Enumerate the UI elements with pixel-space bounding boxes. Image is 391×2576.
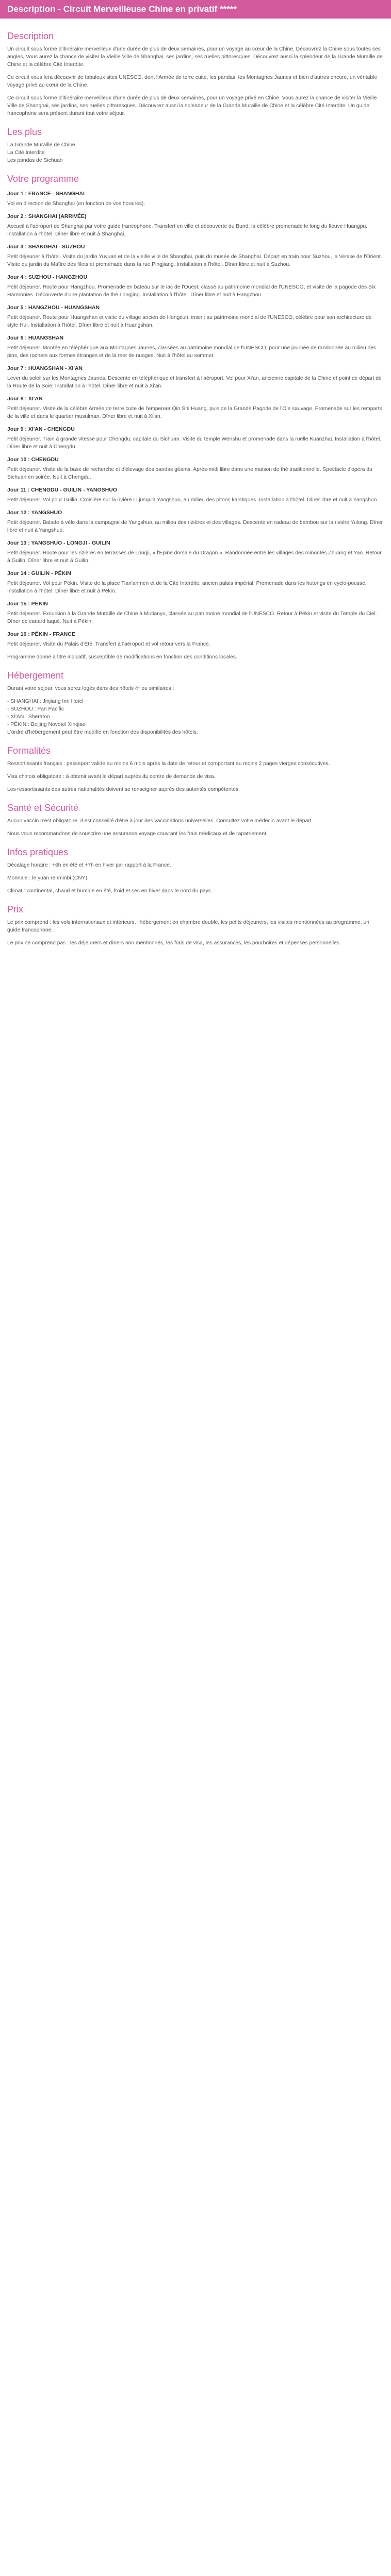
day-text: Petit déjeuner. Visite de la base de recherche et d'élevage des pandas géants. Après-midi libre dans une maison de thé traditionnelle. Spectacle d'opéra du Sichuan en soirée. Nuit à Chengdu. — [7, 467, 372, 480]
accommodation-intro: Durant votre séjour, vous serez logés dans des hôtels 4* ou similaires : — [7, 686, 174, 691]
day-title: Jour 2 : SHANGHAI (ARRIVÉE) — [7, 213, 87, 219]
day-text: Vol en direction de Shanghai (en fonction de vos horaires). — [7, 201, 145, 207]
day-title: Jour 13 : YANGSHUO - LONGJI - GUILIN — [7, 540, 110, 546]
day-title: Jour 5 : HANGZHOU - HUANGSHAN — [7, 304, 100, 311]
day-title: Jour 7 : HUANGSHAN - XI'AN — [7, 365, 83, 371]
day-title: Jour 6 : HUANGSHAN — [7, 335, 64, 341]
description-text-3: Ce circuit sous forme d'itinéraire merveilleux d'une durée de plus de deux semaines, pour un voyage privé en Chine. Vous aurez la chance de visiter la Vieille Ville de Shanghai, ses jardins, ses ruelles pittoresques. Découvrez aussi la splendeur de la Grande Muraille de Chine et la célèbre Cité Interdite. Un guide francophone sera présent durant tout votre séjour. — [7, 95, 377, 116]
day-title: Jour 8 : XI'AN — [7, 396, 43, 402]
hotel-item: - XI'AN : Sheraton — [7, 714, 50, 720]
description-text-2: Ce circuit vous fera découvrir de fabuleux sites UNESCO, dont l'Armée de terre cuite, les pandas, les Montagnes Jaunes et bien d'autres encore, un véritable voyage privé au cœur de la Chine. — [7, 75, 378, 88]
hotel-item: - SHANGHAI : Jinjiang Inn Hotel — [7, 699, 84, 704]
day-text: Petit déjeuner. Route pour Hangzhou. Promenade en bateau sur le lac de l'Ouest, classé au patrimoine mondial de l'UNESCO, et visite de la pagode des Six Harmonies. Découverte d'une plantation de thé Longjing. Installation à l'hôtel. Dîner libre et nuit à Hangzhou. — [7, 284, 376, 298]
day-text: Petit déjeuner. Balade à vélo dans la campagne de Yangshuo, au milieu des rizières et des villages. Descente en radeau de bambou sur la rivière Yulong. Dîner libre et nuit à Yangshuo. — [7, 520, 383, 533]
accommodation-heading: Hébergement — [7, 670, 64, 681]
info-text: Climat : continental, chaud et humide en été, froid et sec en hiver dans le nord du pays. — [7, 888, 213, 894]
highlight-item: Les pandas de Sichuan — [7, 158, 63, 163]
content — [0, 19, 391, 947]
accommodation-note: L'ordre d'hébergement peut être modifié en fonction des disponibilités des hôtels. — [7, 730, 198, 735]
info-text: Décalage horaire : +6h en été et +7h en hiver par rapport à la France. — [7, 862, 171, 868]
day-title: Jour 1 : FRANCE - SHANGHAI — [7, 191, 85, 197]
day-text: Petit déjeuner. Vol pour Pékin. Visite de la place Tian'anmen et de la Cité Interdite, ancien palais impérial. Promenade dans les hutongs en cyclo-pousse. Installation à l'hôtel. Dîner libre et nuit à Pékin. — [7, 581, 367, 594]
day-text: Petit déjeuner. Vol pour Guilin. Croisière sur la rivière Li jusqu'à Yangshuo, au milieu des pitons karstiques. Installation à l'hôtel. Dîner libre et nuit à Yangshuo. — [7, 497, 379, 503]
health-text: Nous vous recommandons de souscrire une assurance voyage couvrant les frais médicaux et de rapatriement. — [7, 831, 268, 837]
formalities-heading: Formalités — [7, 745, 51, 756]
day-text: Lever du soleil sur les Montagnes Jaunes. Descente en téléphérique et transfert à l'aéroport. Vol pour Xi'an, ancienne capitale de la Chine et point de départ de la Route de la Soie. Installation à l'hôtel. Dîner libre et nuit à Xi'an. — [7, 376, 382, 389]
highlight-item: La Grande Muraille de Chine — [7, 142, 75, 148]
highlights-heading: Les plus — [7, 127, 42, 137]
hotel-item: - SUZHOU : Pan Pacific — [7, 706, 64, 712]
day-text: Petit déjeuner. Montée en téléphérique aux Montagnes Jaunes, classées au patrimoine mondial de l'UNESCO, pour une journée de randonnée au milieu des pins, des rochers aux formes étranges et de la mer de nuages. Nuit à l'hôtel au sommet. — [7, 345, 377, 359]
program-note: Programme donné à titre indicatif, susceptible de modifications en fonction des conditions locales. — [7, 654, 237, 660]
day-text: Petit déjeuner. Excursion à la Grande Muraille de Chine à Mutianyu, classée au patrimoine mondial de l'UNESCO. Retour à Pékin et visite du Temple du Ciel. Dîner de canard laqué. Nuit à Pékin. — [7, 611, 377, 624]
info-heading: Infos pratiques — [7, 847, 69, 857]
day-title: Jour 14 : GUILIN - PÉKIN — [7, 570, 71, 577]
formalities-text: Visa chinois obligatoire : à obtenir avant le départ auprès du centre de demande de visa. — [7, 774, 216, 779]
day-text: Petit déjeuner à l'hôtel. Visite du jardin Yuyuan et de la vieille ville de Shanghai, puis du musée de Shanghai. Départ en train pour Suzhou, la Venise de l'Orient. Visite du jardin du Maître des filets et promenade dans la rue Pingjiang. Installation à l'hôtel. Dîner libre et nuit à Suzhou. — [7, 254, 382, 267]
day-title: Jour 12 : YANGSHUO — [7, 510, 62, 516]
price-text: Le prix ne comprend pas : les déjeuners et dîners non mentionnés, les frais de visa, les assurances, les pourboires et dépenses personnelles. — [7, 940, 341, 946]
program-heading: Votre programme — [7, 174, 79, 184]
description-heading: Description — [7, 31, 54, 41]
highlight-item: La Cité Interdite — [7, 150, 45, 156]
day-text: Petit déjeuner. Visite de la célèbre Armée de terre cuite de l'empereur Qin Shi Huang, puis de la Grande Pagode de l'Oie sauvage. Promenade sur les remparts de la ville et dans le quartier musulman. Dîner libre et nuit à Xi'an. — [7, 406, 382, 419]
description-text-1: Un circuit sous forme d'itinéraire merveilleux d'une durée de plus de deux semaines, pour un voyage au cœur de la Chine. Découvrez la Chine sous toutes ses angles, Vous aurez la chance de visiter la Vieille Ville de Shanghai, ses jardins, ses ruelles pittoresques. Découvrez aussi la splendeur de la Grande Muraille de Chine et la célèbre Cité Interdite. — [7, 46, 383, 67]
info-text: Monnaie : le yuan renminbi (CNY). — [7, 875, 89, 881]
day-title: Jour 15 : PÉKIN — [7, 601, 48, 607]
price-text: Le prix comprend : les vols internationaux et intérieurs, l'hébergement en chambre double, les petits déjeuners, les visites mentionnées au programme, un guide francophone. — [7, 920, 369, 933]
day-text: Petit déjeuner. Visite du Palais d'Été. Transfert à l'aéroport et vol retour vers la France. — [7, 641, 210, 647]
day-title: Jour 11 : CHENGDU - GUILIN - YANGSHUO — [7, 487, 117, 493]
health-text: Aucun vaccin n'est obligatoire. Il est conseillé d'être à jour des vaccinations universelles. Consultez votre médecin avant le départ. — [7, 818, 313, 824]
day-title: Jour 3 : SHANGHAI - SUZHOU — [7, 244, 85, 250]
hotel-item: - PÉKIN : Beijing Novotel Xinqiao — [7, 722, 86, 727]
formalities-text: Ressortissants français : passeport valide au moins 6 mois après la date de retour et comportant au moins 2 pages vierges consécutives. — [7, 761, 330, 767]
formalities-text: Les ressortissants des autres nationalités doivent se renseigner auprès des autorités compétentes. — [7, 787, 240, 792]
day-title: Jour 4 : SUZHOU - HANGZHOU — [7, 274, 88, 280]
page-title: Description - Circuit Merveilleuse Chine en privatif ***** — [0, 0, 391, 19]
day-title: Jour 16 : PÉKIN - FRANCE — [7, 631, 75, 637]
health-heading: Santé et Sécurité — [7, 803, 79, 813]
day-title: Jour 10 : CHENGDU — [7, 456, 59, 463]
day-text: Accueil à l'aéroport de Shanghai par votre guide francophone. Transfert en ville et découverte du Bund, la célèbre promenade le long du fleuve Huangpu. Installation à l'hôtel. Dîner libre et nuit à Shanghai. — [7, 224, 368, 237]
day-title: Jour 9 : XI'AN - CHENGDU — [7, 426, 75, 432]
price-heading: Prix — [7, 904, 23, 914]
day-text: Petit déjeuner. Route pour Huangshan et visite du village ancien de Hongcun, inscrit au patrimoine mondial de l'UNESCO, célèbre pour son architecture de style Hui. Installation à l'hôtel. Dîner libre et nuit à Huangshan. — [7, 315, 372, 328]
day-text: Petit déjeuner. Route pour les rizières en terrasses de Longji, « l'Épine dorsale du Dragon ». Randonnée entre les villages des minorités Zhuang et Yao. Retour à Guilin. Dîner libre et nuit à Guilin. — [7, 550, 382, 564]
day-text: Petit déjeuner. Train à grande vitesse pour Chengdu, capitale du Sichuan. Visite du temple Wenshu et promenade dans la ruelle Kuanzhai. Installation à l'hôtel. Dîner libre et nuit à Chengdu. — [7, 436, 382, 450]
